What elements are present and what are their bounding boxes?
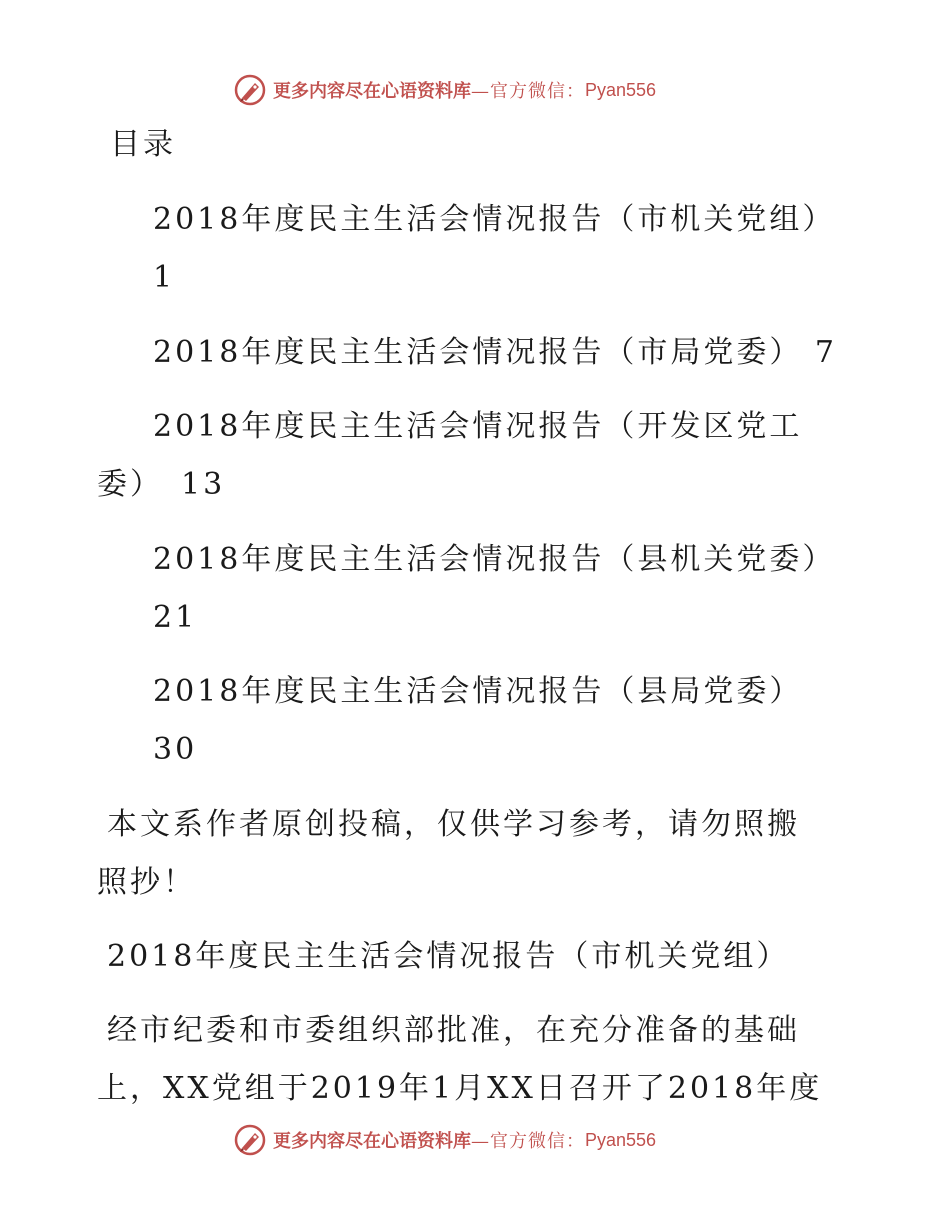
banner-official-text: —官方微信： <box>471 81 585 102</box>
toc-entry-5-page: 30 <box>153 732 198 767</box>
toc-entry-3-title: 2018年度民主生活会情况报告（开发区党工 <box>153 409 803 444</box>
toc-entry-4-page: 21 <box>153 600 198 635</box>
paragraph-line-2: 上，XX党组于2019年1月XX日召开了2018年度 <box>97 1071 823 1106</box>
toc-entry-5-title: 2018年度民主生活会情况报告（县局党委） <box>153 674 803 709</box>
footer-banner <box>233 1122 656 1158</box>
toc-heading: 目录 <box>110 127 176 162</box>
toc-entry-1-page: 1 <box>153 260 176 295</box>
header-banner <box>233 72 656 108</box>
pen-logo-icon <box>233 1123 267 1157</box>
banner-wechat-id: Pyan556 <box>585 79 657 100</box>
banner-brand-text: 更多内容尽在心语资料库 <box>273 1131 471 1152</box>
paragraph-line-1: 经市纪委和市委组织部批准，在充分准备的基础 <box>107 1013 800 1048</box>
banner-official-text: —官方微信： <box>471 1131 585 1152</box>
banner-wechat-id: Pyan556 <box>585 1129 657 1150</box>
banner-brand-text: 更多内容尽在心语资料库 <box>273 81 471 102</box>
pen-logo-icon <box>233 73 267 107</box>
toc-entry-4-title: 2018年度民主生活会情况报告（县机关党委） <box>153 542 836 577</box>
report-title: 2018年度民主生活会情况报告（市机关党组） <box>107 939 790 974</box>
notice-line-2: 照抄！ <box>97 865 196 900</box>
toc-entry-1-title: 2018年度民主生活会情况报告（市机关党组） <box>153 202 836 237</box>
notice-line-1: 本文系作者原创投稿，仅供学习参考，请勿照搬 <box>107 807 800 842</box>
toc-entry-2-title: 2018年度民主生活会情况报告（市局党委） 7 <box>153 335 837 370</box>
toc-entry-3-continuation: 委） 13 <box>97 467 226 502</box>
